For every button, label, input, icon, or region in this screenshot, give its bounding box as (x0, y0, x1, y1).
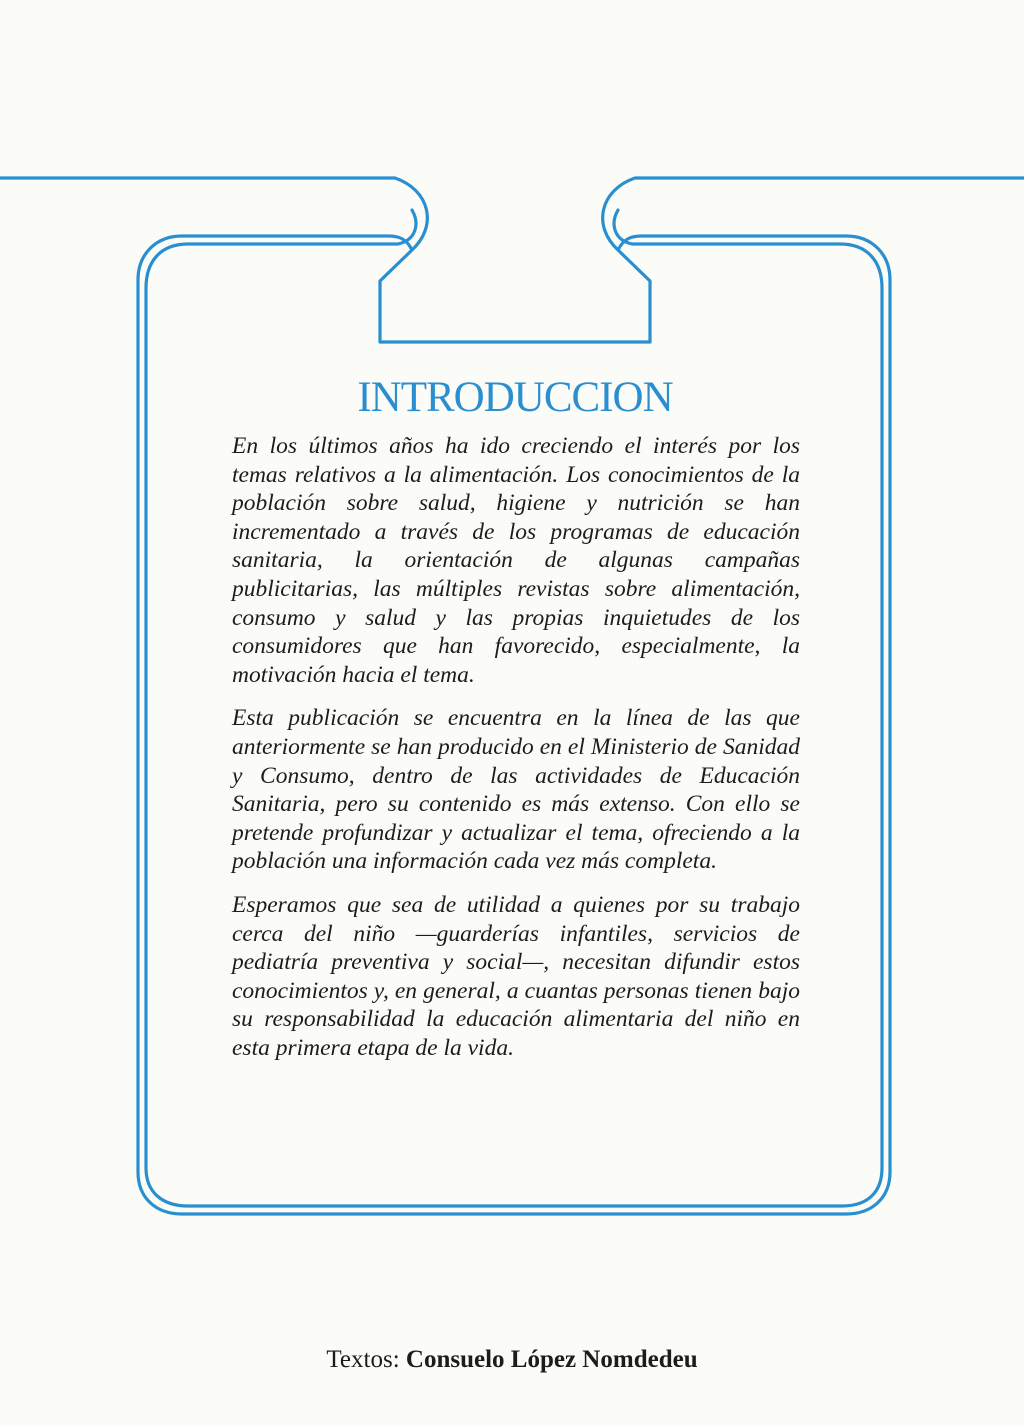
paragraph-2: Esta publicación se encuentra en la línea de las que anteriormente se han producido en el Ministerio de Sanidad y Consumo, dentro de las actividades de Educación Sanitaria, pero su contenido es más extenso. Con ello se pretende profundizar y actualizar el tema, ofreciendo a la población una información cada vez más completa. (232, 705, 800, 875)
credit-label: Textos: (326, 1346, 400, 1373)
paragraph-1: En los últimos años ha ido creciendo el interés por los temas relativos a la alimentación. Los conocimientos de la población sobre salud, higiene y nutrición se han incrementado a través de los programas de educación sanitaria, la orientación de algunas campañas publicitarias, las múltiples revistas sobre alimentación, consumo y salud y las propias inquietudes de los consumidores que han favorecido, especialmente, la motivación hacia el tema. (232, 433, 800, 688)
page-title: INTRODUCCION (357, 374, 673, 421)
credit-name: Consuelo López Nomdedeu (405, 1346, 698, 1373)
paragraph-3: Esperamos que sea de utilidad a quienes por su trabajo cerca del niño —guarderías infantiles, servicios de pediatría preventiva y social—, necesitan difundir estos conocimientos y, en general, a cuantas personas tienen bajo su responsabilidad la educación alimentaria del niño en esta primera etapa de la vida. (232, 891, 800, 1061)
introduction-body (232, 432, 800, 1077)
author-credit (0, 1346, 1024, 1374)
